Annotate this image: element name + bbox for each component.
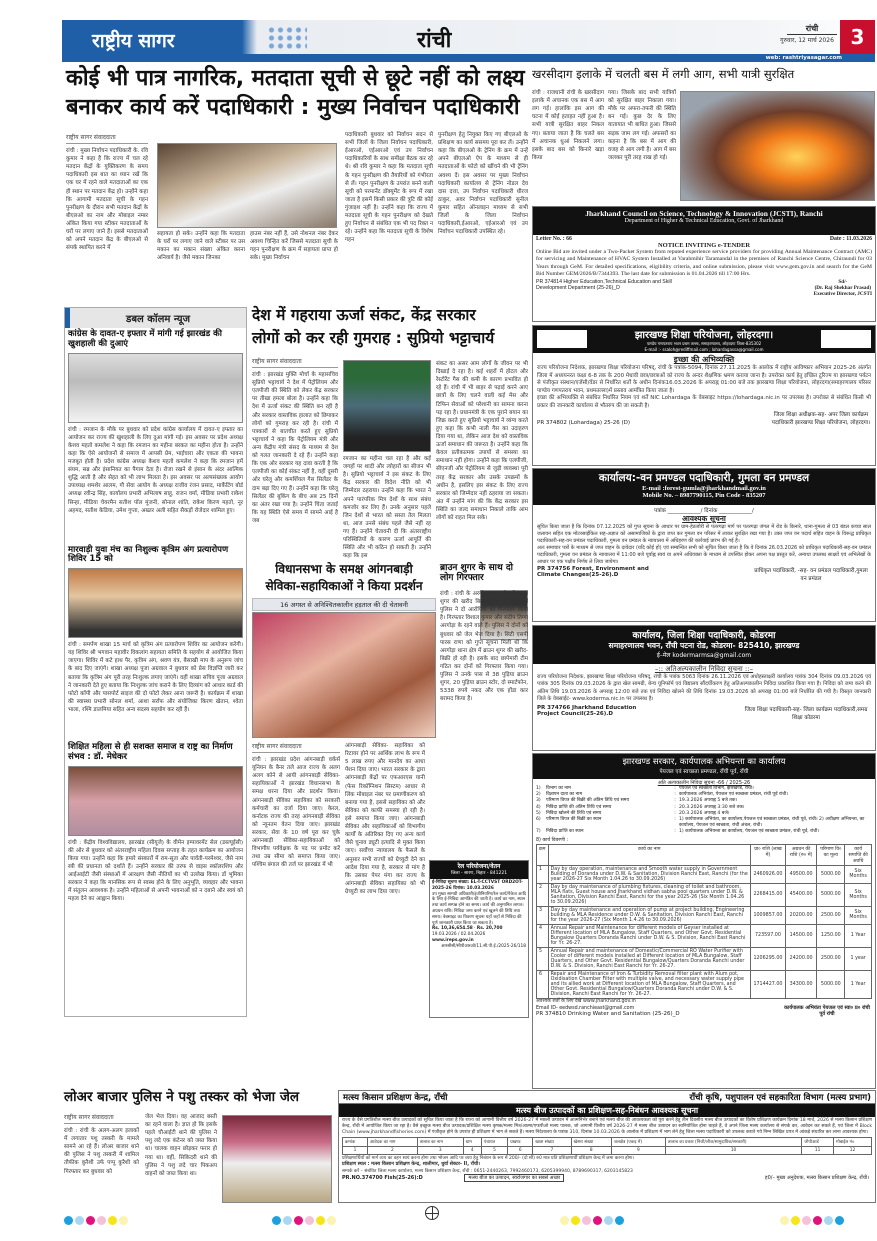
table-cell: 1 Year: [845, 924, 872, 947]
page-number: 3: [840, 20, 875, 54]
issue-date: गुरुवार, 12 मार्च 2026: [780, 37, 834, 44]
table-cell: Annual Repair and maintenance of Domestic/Commercial RO Water Purifier with Cooler of different models installed at Different location of MLA Bungalow, Staff Quarters, and Other Govt. Residential Bungalow/Quarters Doranda Ranchi under D.W. & S. Division, Ranchi East Ranchi for Yr. 26-27.: [548, 947, 750, 970]
rail-body: उप मुख्य सामग्री अधिकारी/इंजीनियरिंग/रेल कार्य/पैकेज आदि के लिए ई-निविदा आमंत्रित की जाती है। कार्य का नाम, स्थान तथा कार्य सम्पन्न होने का समय। कार्य की अनुमानित लागत। अग्रधन राशि। निविदा जमा करने एवं खुलने की तिथि तथा समय। वेबसाइट का विवरण सूचना यहाँ जहाँ से निविदा की पूर्ण जानकारी प्राप्त किया जा सकता है।: [432, 891, 526, 926]
column-header: जीपीआर्ड: [802, 1137, 834, 1146]
field-number: 1): [536, 786, 541, 791]
column-header: पंचायत: [481, 1137, 507, 1146]
fish-sign: ह0/– मुख्य अनुदेशक, मत्स्य किसान प्रशिक्षण केन्द्र, राँची।: [764, 1175, 870, 1182]
lead-column-1: [66, 133, 148, 251]
table-cell: Day by day maintenance of plumbing fixtures, cleaning of toilet and bathroom, MLA flats, Guest house and Jharkhand vidhan sabha pool quarters under D.W. & Sanitation, Division Ranchi East, Ranchi for the year 2025-26 (Six Month 1.04.26 to 30.09.2026): [548, 883, 750, 906]
anganwadi-headline-2: सेविका-सहायिकाओं ने किया प्रदर्शन: [265, 579, 423, 593]
tender-field: [536, 817, 872, 829]
logo-right: [821, 330, 871, 348]
column-header: खाता संख्या: [533, 1137, 571, 1146]
jcsti-title: Jharkhand Council on Science, Technology & Innovation (JCSTI), Ranchi: [585, 209, 823, 218]
fish-form-table: [342, 1137, 872, 1155]
iftar-photo: [68, 353, 243, 423]
field-value: 19.3.2026 अपराह्न 5 बजे तक।: [679, 798, 738, 804]
anganwadi-headline-1: विधानसभा के समक्ष आंगनबाड़ी: [275, 562, 413, 576]
separator: :: [674, 829, 676, 835]
anganwadi-text: रांची : झारखंड प्रदेश आंगनबाड़ी वर्कर्स यूनियन के बैनर तले आज राज्य के अलग अलग कोने से आयी आंगनबाड़ी सेविका-सहायिकाओं ने झारखंड विधानसभा के समक्ष धरना दिया और प्रदर्शन किया। आंगनबाड़ी सेविका सहायिका को सरकारी कर्मचारी का दर्जा दिया जाए। केरल, कर्नाटक राज्य की तरह आंगनबाड़ी सेविका को न्यूनतम वेतन दिया जाए। झारखंड सरकार, सेवा के 10 वर्ष पूरा कर चुके आंगनबाड़ी सेविका-सहायिकाओं को विभागीय पर्यवेक्षक के पद पर प्रमोट करें तथा उम्र सीमा को समाप्त किया जाए। पश्चिम बंगाल की तर्ज पर झारखंड में भी: [252, 757, 340, 869]
table-row: [537, 924, 872, 947]
energy-text: रांची : झारखंड मुक्ति मोर्चा के महासचिव सुप्रियो भट्टाचार्य ने देश में पेट्रोलियम और एलपीजी की स्थिति को लेकर केंद्र सरकार पर तीखा हमला बोला है। उन्होंने कहा कि देश में ऊर्जा संकट की स्थिति बन रही है और सरकार वास्तविक हालात को छिपाकर लोगों को गुमराह कर रही है। रांची में पत्रकारों से बातचीत करते हुए सुप्रियो भट्टाचार्य ने कहा कि पेट्रोलियम मंत्री और अन्य केंद्रीय मंत्री संसद के माध्यम से देश को गलत जानकारी दे रहे हैं। उन्होंने कहा कि एक ओर सरकार यह दावा करती है कि एलपीजी का कोई संकट नहीं है, वहीं दूसरी ओर घरेलू और कमर्शियल गैस सिलेंडर के दाम बढ़ा दिए गए हैं। उन्होंने कहा कि घरेलू सिलेंडर की बुकिंग के बीच अब 25 दिनों का अंतर रखा गया है। उन्होंने चिंता जताई कि यह स्थिति ऐसे समय में सामने आई है जब: [252, 372, 338, 524]
rail-tender-no: ई-निविदा सूचना संख्या: EL-T-CCTVST ORD2OT-2025-26 दिनांक: 10.03.2026: [432, 880, 523, 891]
fish-body: राज्य के वैसे प्रगतिशील मत्स्य बीज उत्पादकों को सूचित किया जाता है कि राज्य को आगामी वित्तीय वर्ष 2026-27 में मछली उत्पादन में आत्मनिर्भर बनाने एवं मत्स्य बीज की आवश्यकता को पूरा करने हेतु तीन दिवसीय मत्स्य बीज उत्पादकों का विशेष प्रशिक्षण कार्यक्रम दिनांक 18 मार्च, 2026 से मत्स्य किसान प्रशिक्षण केन्द्र, राँची में आयोजित किया जा रहा है। वैसे इच्छुक मत्स्य बीज उत्पादक/प्रशिक्षित मत्स्य कृषक/मत्स्य मित्र/आत्मा/एफपीओ मत्स्य पालक, जो आगामी वित्तीय वर्ष 2026-27 में मत्स्य बीज उत्पादन का स्वनियोजित होना चाहते हैं, वे अपने जिला मत्स्य कार्यालय से संपर्क कर, आवेदन कर सकते हैं, एवं जिला में Block Chain (www.jharkhandfisheries.com) में पंजीकृत होने के उपरांत ही प्रशिक्षण में भाग ले सकते हैं। मत्स्य निदेशालय के पत्रांक 310, दिनांक 10.03.2026 के आलोक में प्रशिक्षण में भाग लेने हेतु जिला मत्स्य पदाधिकारी को उपलब्ध कराते गये निम्न लिखित प्रपत्र में आंकड़े संधारित कर लाना आवश्यक होगा।: [342, 1118, 872, 1135]
bus-fire-headline: खरसीदाग इलाके में चलती बस में लगी आग, सभी यात्री सुरक्षित: [532, 67, 795, 81]
table-cell: 1250.00: [817, 924, 845, 947]
field-number: 3): [536, 798, 541, 804]
table-row: [537, 883, 872, 906]
color-registration-dots-right: [560, 1210, 626, 1229]
notice-heading: आवश्यक सूचना: [682, 514, 726, 523]
separator: :: [674, 810, 676, 816]
pr-number: PR 374756 Forest, Environment and Climate Changes(25-26).D: [537, 566, 649, 578]
signatory: कार्यपालक अभियंता पेयजल एवं स्वा० प्र० रांची पूर्व रांची: [784, 1005, 870, 1018]
water-title: झारखण्ड सरकार, कार्यपालक अभियन्ता का कार्यालय: [622, 757, 786, 767]
table-cell: Annual Repair and Maintenance for different models of Geyser installed at Different location of MLA Bungalow, Staff Quarters, and Other Govt. Residential Bungalow Quarters Doranda Ranchi under D.W. & S. Division, Ranchi East Ranchi for Yr. 26-27.: [548, 924, 750, 947]
field-value: 1) कार्यपालक अभियंता, का कार्यालय,पेयजल एवं स्वच्छता प्रमंडल, रांची पूर्व, रांची। 2) अधीक्षण अभियन्ता, का कार्यालय, पेयजल एवं स्वच्छता, रांची अंचल, रांची।: [679, 816, 865, 829]
lead-column-3: हाउस नंबर नहीं हैं, उसे नोशनल नंबर देकर अवश्य चिन्हित करें जिससे मतदाता सूची के गहन पुनरीक्षण के क्रम में सहायता प्राप्त हो सके। मुख्य निर्वाचन: [250, 231, 338, 262]
work-label: 8) कार्य विवरणी :: [536, 837, 569, 843]
table-cell: 5000.00: [817, 970, 845, 998]
column-number: 5: [481, 1146, 507, 1154]
jcsti-dept: Department of Higher & Technical Education, Govt. of Jharkhand: [624, 218, 784, 224]
eoi-body: राज्य परियोजना निदेशक, झारखण्ड शिक्षा परियोजना परिषद्, रांची के पत्रांक-5094, दिनांक 27.11.2025 के आलोक में राष्ट्रीय आविष्कार अभियान 2025-26 अंतर्गत जिला में अध्ययनरत कक्षा 6-8 तक के 200 मेधावी छात्र/छात्राओं को राज्य के अन्दर शैक्षणिक भ्रमण कराया जाना है। उपरोक्त कार्य हेतु इच्छित टूरिज्म या झारखण्ड पर्यटन से पंजीकृत संस्थान/एजेंसी/वेंडर से निर्धारित शर्तों के अधीन दिनांक16.03.2026 के अपराह्न 01:00 बजे तक झारखण्ड शिक्षा परियोजना, लोहरदगा(समाहरणालय परिसर पाण्डेय गणपतराय भवन, प्रथमतल्ला)में प्रस्ताव आमंत्रित किया जाता है।: [537, 365, 871, 394]
women-photo: [68, 766, 243, 836]
table-cell: 6: [537, 970, 549, 998]
bus-fire-column-1: रांची : राजधानी रांची के खरसीदाग इलाके में अचानक एक बस में आग लग गई। हालांकि इस आग की घटना में कोई हताहत नहीं हुआ है। सभी यात्री सुरक्षित बाहर निकल गए। बताया जाता है कि चलते बस में अचानक धुआं निकलने लगा। इसके बाद बस को किनारे खड़ा किया: [532, 90, 604, 161]
table-row: [537, 865, 872, 883]
energy-headline-1: देश में गहराया ऊर्जा संकट, केंद्र सरकार: [252, 306, 476, 324]
bus-fire-column-2: गया। जिसके बाद सभी यात्रियों को सुरक्षित बाहर निकाला गया। मौके पर अफरा-तफरी की स्थिति बन गई। कुछ देर के लिए यातायात भी बाधित हुआ। जिससे सड़क जाम लग गई। अफसरों का कहना है कि बस में आग की वजह से आग लगी है। आग में बस जलकर पूरी तरह राख हो गई।: [608, 90, 676, 161]
signatory: जिला शिक्षा पदाधिकारी-सह- जिला कार्यक्रम पदाधिकारी,समग्र शिक्षा कोडरमा: [744, 707, 868, 722]
pr-number: PR 374814 Higher Education,Technical Education and Skill Development Department (25-26)_D: [536, 278, 672, 291]
designation: Executive Director, JCSTI: [813, 290, 872, 297]
table-cell: 49500.00: [785, 865, 816, 883]
column-header: प्रा० राशि (लाख में): [751, 844, 786, 865]
marwari-text: रांची : समर्पण शाखा 15 मार्च को कृत्रिम अंग प्रत्यारोपण शिविर का आयोजन करेगी। यह शिविर श्री भगवान महावीर विकलांग सहायता समिति के सहयोग से आयोजित किया जाएगा। शिविर में कटे हाथ पैर, कृत्रिम अंग, श्रवण यंत्र, बैसाखी माप के अनुरूप जांच के बाद दिए जाएंगे। शाखा अध्यक्ष पूजा अग्रवाल ने बुधवार को प्रेस विज्ञप्ति जारी कर बताया कि कृत्रिम अंग पूरी तरह निःशुल्क लगाए जाएंगे। वहीं शाखा सचिव पूजा अग्रवाल ने जानकारी देते हुए बताया कि निःशुल्क जांच कराने के लिए दिव्यांग को आधार कार्ड की फोटो कॉपी और पासपोर्ट साइज की दो फोटो लेकर आना जरूरी है। कार्यक्रम में शाखा की स्वास्थ्य प्रभारी सोनल शर्मा, आशा सर्राफ और संयोजिका किरण खेतान, श्वेता भाला, रश्मि डालमिया सहित अन्य सदस्य सहयोग कर रही हैं।: [68, 642, 243, 713]
table-cell: 1 year: [845, 947, 872, 970]
field-number: 7): [536, 829, 541, 835]
pr-number: PR 374810 Drinking Water and Sanitation (25-26)_D: [536, 1011, 680, 1018]
column-header: कार्य का नाम: [548, 844, 750, 865]
women-headline: शिक्षित महिला से ही सशक्त समाज व राष्ट्र का निर्माण संभव : डॉ. मेधेकर: [68, 742, 233, 762]
energy-column-2: रमजान का महीना चल रहा है और कई जगहों पर शादी और त्योहारों का सीजन भी है। सुप्रियो भट्टाचार्य ने इस संकट के लिए केंद्र सरकार की विदेश नीति को भी जिम्मेदार ठहराया। उन्होंने कहा कि भारत ने अपने पारंपरिक मित्र देशों के साथ संबंध कमजोर कर लिए हैं। उनके अनुसार पहले जिन देशों से भारत को सस्ता तेल मिलता था, आज उनसे संबंध पहले जैसे नहीं रह गए हैं। उन्होंने चेतावनी दी कि अंतरराष्ट्रीय परिस्थितियों के कारण ऊर्जा आपूर्ति की स्थिति और भी कठिन हो सकती है। उन्होंने कहा कि इस: [343, 456, 431, 560]
separator: :: [674, 798, 676, 804]
column-header: अग्रधन की राशि (रु० में): [785, 844, 816, 865]
fish-training-ad: [338, 1103, 876, 1203]
water-subtitle: पेयजल एवं स्वच्छता प्रमण्डल, राँची पूर्व, राँची: [659, 769, 749, 775]
column-number: 10: [665, 1146, 801, 1154]
table-cell: 14500.00: [785, 924, 816, 947]
column-header: कार्य समाप्ति की अवधि: [845, 844, 872, 865]
women-text: रांची : केंद्रीय विश्वविद्यालय, झारखंड (सीयूजे) के वीमेन इम्पावरमेंट सेल (डब्ल्यूईसी) की ओर से बुधवार को अंतरराष्ट्रीय महिला दिवस सप्ताह के तहत कार्यक्रम का आयोजन किया गया। उन्होंने कहा कि हमारे संस्कारों में राम-सूता और पार्वती-परमेश्वर, जैसे नाम स्त्री की प्रधानता को दर्शाते हैं। उन्होंने सरकार की तरफ से वाइस स्कॉलरशिप और आईआईटी जैसी संस्थाओं में आरक्षण जैसी नीतियों का भी उल्लेख किया। डॉ भूमिका सरकार ने कहा कि मानसिक रूप से स्वस्थ होने के लिए अनुभूति, व्यवहार और भावना में संतुलन आवश्यक है। उन्होंने महिलाओं से अपनी भावनाओं को न दबाने और स्वयं को महत्व देने का आह्वान किया।: [68, 839, 243, 903]
energy-column-3: संकट का असर आम लोगों के जीवन पर भी दिखाई दे रहा है। कई शहरों में होटल और रेस्टोरेंट गैस की कमी के कारण प्रभावित हो रहे हैं। रांची में भी बाहर से पढ़ाई करने आए छात्रों के लिए चलने वाली कई मेस और टिफिन सेवाओं को परेशानी का सामना करना पड़ रहा है। प्रधानमंत्री के एक पुराने बयान का जिक्र करते हुए सुप्रियो भट्टाचार्य ने व्यंग्य करते हुए कहा कि कभी नाली गैस का उदाहरण दिया गया था, लेकिन आज देश को वास्तविक ऊर्जा समाधान की जरूरत है। उन्होंने कहा कि केवल प्रतीकात्मक उपायों से समस्या का समाधान नहीं होगा। उन्होंने कहा कि एलपीजी, सीएनजी और पेट्रोलियम से जुड़ी व्यवस्था पूरी तरह केंद्र सरकार और उसके उपक्रमों के अधीन है, इसलिए इस संकट के लिए राज्य सरकार को जिम्मेदार नहीं ठहराया जा सकता। अंत में उन्होंने मांग की कि केंद्र सरकार इस स्थिति का जल्द समाधान निकाले ताकि आम लोगों को राहत मिल सके।: [436, 361, 528, 522]
field-value: 1) कार्यपालक अभियन्ता का कार्यालय, पेयजल एवं स्वच्छता प्रमंडल, रांची पूर्व, रांची।: [679, 829, 820, 835]
byline: राष्ट्रीय सागर संवाददाता: [252, 357, 338, 368]
table-cell: 4: [537, 924, 549, 947]
fish-venue: प्रशिक्षण स्थल : मत्स्य किसान प्रशिक्षण केन्द्र, शालीमार, धुर्वा सेक्टर- II, राँची।: [342, 1162, 481, 1168]
water-fields: [536, 786, 872, 836]
table-cell: Day by day operation, maintenance and Smooth water supply in Government Building of Doranda under D.W. & Sanitation, Division Ranchi East, Ranchi (for the year 2026-27 Six Month 1.04.26 to 30.09.2026): [548, 865, 750, 883]
byline: राष्ट्रीय सागर संवाददाता: [252, 742, 340, 753]
column-number: 6: [508, 1146, 533, 1154]
energy-headline-2: लोगों को कर रही गुमराह : सुप्रियो भट्टाचार्य: [252, 329, 495, 347]
column-header: तालाब का नाम: [417, 1137, 463, 1146]
table-cell: 2500.00: [817, 906, 845, 924]
anganwadi-column-1: [252, 742, 340, 1018]
separator: :: [674, 816, 676, 822]
field-number: 2): [536, 792, 541, 798]
field-number: 4): [536, 804, 541, 810]
police-photo: [222, 1115, 332, 1203]
fish-heading: मत्स्य बीज उत्पादकों का प्रशिक्षण-सह-निबंधन आवश्यक सूचना: [339, 1104, 875, 1117]
rail-subtitle: जिला - सारण, बिहार - 841221: [450, 871, 508, 876]
table-cell: 1 Year: [845, 970, 872, 998]
field-label: परिमाण विपत्र की बिक्री की अंतिम तिथि एवं समय: [546, 798, 630, 804]
lead-column-5: पुनरीक्षण हेतु नियुक्त किए गए बीएलओ के प्रशिक्षण का कार्य ससमय पूरा कर लें। उन्होंने कहा कि बीएलओ के ट्रेनिंग के क्रम में उन्हें अपने बीएलओ ऐप के माध्यम से ही मतदाताओं के फोटो को खींचने की भी ट्रेनिंग अवश्य दें। इस अवसर पर मुख्य निर्वाचन पदाधिकारी कार्यालय से ट्रेनिंग नोडल देव दास दत्ता, उप निर्वाचन पदाधिकारी धीरज ठाकुर, अवर निर्वाचन पदाधिकारी सुनील कुमार सहित ऑनलाइन माध्यम से सभी जिलों के जिला निर्वाचन पदाधिकारी,ईआरओ, एईआरओ एवं उप निर्वाचन पदाधिकारी उपस्थित रहे।: [438, 132, 528, 236]
column-header: मोबाईल नं०: [834, 1137, 872, 1146]
anganwadi-column-2: आंगनबाड़ी सेविका- सहायिका को रिटायर होने पर आर्थिक लाभ के रूप में 5 लाख रुपए और मानदेय का आधा पेंशन दिया जाए। भारत सरकार के द्वारा आंगनबाड़ी केंद्रों पर एफआरएस यानी (फेस रिकॉग्निशन सिस्टम) आधार से लिंक मोबाइल नंबर पर प्रमाणीकरण को बनाया गया है, इससे सहायिका को और सेविका को काफी समस्या हो रही है। इसे समाप्त किया जाए। आंगनबाड़ी सेविका और सहायिकाओं को विभागीय कार्यों के अतिरिक्त दिए गए अन्य कार्य जैसे चुनाव ड्यूटी इत्यादि से मुक्त किया जाए। सर्वोच्च न्यायालय के फैसले के अनुसार सभी राज्यों को ग्रेच्युटी देने का आदेश दिया गया है, सरकार से मांग है कि उसका पेपर मंगा कर राज्य के आंगनबाड़ी सेविका सहायिका को भी ग्रेच्युटी का लाभ दिया जाए।: [345, 743, 425, 895]
color-registration-dots-left: [64, 1210, 130, 1229]
table-cell: Six Months: [845, 906, 872, 924]
letter-date: Date : 11.03.2026: [829, 236, 872, 242]
rail-title: रेल परियोजना/वेतन: [457, 863, 501, 870]
table-cell: 34300.00: [785, 970, 816, 998]
water-footer-1: अवश्यक शर्तों के लिए देखें www.jharkhand.gov.in: [536, 998, 636, 1004]
field-label: विज्ञापन दाता का नाम: [546, 792, 583, 798]
brown-sugar-text: रांची : रांची के अरगोड़ा थाना क्षेत्र में ब्राउन शुगर की खरीद बिक्री करने के आरोप में पुलिस ने दो आरोपियों को गिरफ्तार किया है। गिरफ्तार विशाल कुमार और संदीप तिग्गा अरगोड़ा के रहने वाले हैं। पुलिस ने दोनों को बुधवार को जेल भेज दिया है। सिटी एसपी पारस राणा को गुप्त सूचना मिली थी कि अरगोड़ा थाना क्षेत्र में ब्राउन शुगर की खरीद-बिक्री हो रही है। इसके बाद छापेमारी टीम गठित कर दोनों को गिरफ्तार किया गया। पुलिस ने उनके पास से 38 पुड़िया ब्राउन शुगर, 20 पुड़िया ब्राउन स्टोर, दो स्मार्टफोन, 5338 रुपये नकद और एक होंडा कार बरामद किया है।: [440, 591, 528, 703]
table-cell: 723597.00: [751, 924, 786, 947]
fish-dept-banner: राँची कृषि, पशुपालन एवं सहकारिता विभाग (मत्स्य प्रभाग): [689, 1093, 871, 1103]
separator: :: [674, 786, 676, 791]
letter-number: Letter No. : 66: [536, 236, 572, 242]
drinking-water-tender-ad: [532, 753, 876, 1089]
field-number: 6): [536, 816, 541, 822]
tender-heading: –:: अतिअल्पकालीन निविदा सूचना ::–: [654, 665, 754, 673]
lohardaga-email: E-mail :- ssaloh@rediffmail.com ; lohardagassa@gmail.com: [644, 347, 764, 352]
column-header: ग्राम: [463, 1137, 481, 1146]
koderma-email: ई–मेल kodermarmsa@gmail.com: [656, 652, 752, 659]
table-row: [537, 947, 872, 970]
column-number: 7: [533, 1146, 571, 1154]
lead-headline-2: बनाकर कार्य करें पदाधिकारी : मुख्य निर्वाचन पदाधिकारी: [66, 95, 520, 120]
lower-bazar-column-1: [64, 1113, 139, 1205]
color-registration-dots-center: [272, 1210, 338, 1229]
rail-dates: 19.03.2026 / 02.04.2026: [432, 932, 486, 938]
column-number: 4: [463, 1146, 481, 1154]
signatory: (Dr. Raj Shekhar Prasad): [814, 284, 872, 291]
protest-photo: [252, 612, 436, 738]
water-notice: अति अल्पकालीन निविदा सूचना -66 / 2025-26: [657, 780, 751, 786]
column-number: 2: [367, 1146, 417, 1154]
column-header: तालाब का प्रकार (निजी/लीज/सामुदायिक/सरकारी): [665, 1137, 801, 1146]
lead-column-4: पदाधिकारी बुधवार को निर्वाचन सदन से सभी जिलों के जिला निर्वाचन पदाधिकारी, ईआरओ, एईआरओ एवं उप निर्वाचन पदाधिकारियों के साथ समीक्षा बैठक कर रहे थे। श्री रवि कुमार ने कहा कि मतदाता सूची के गहन पुनरीक्षण की तैयारियों को गंभीरता से लें। गहन पुनरीक्षण के उपरांत बनने वाली सूची को परमानेंट डॉक्यूमेंट के रूप में रखा जाता है इसमें किसी प्रकार की त्रुटि की कोई गुंजाइश नहीं है। उन्होंने कहा कि राज्य में मतदाता सूची के गहन पुनरीक्षण को देखते हुए निर्वाचन से संबंधित एक भी पद रिक्त न रहे। उन्होंने कहा कि मतदाता सूची के विशेष गहन: [345, 132, 433, 244]
bus-fire-photo: [680, 91, 875, 201]
column-number: 9: [611, 1146, 665, 1154]
logo-left: [537, 330, 587, 348]
rail-amount: Rs. 10,36,654.58: [432, 926, 473, 932]
table-row: [537, 906, 872, 924]
crosshair-mark: [425, 1206, 439, 1220]
table-cell: 1: [537, 865, 549, 883]
koderma-education-ad: [532, 625, 876, 751]
lohardaga-address: पाण्डेय गणपतराय भवन प्रथम तल्ला, समाहरणालय, लोहरदगा जिला-835302: [646, 341, 762, 346]
column-number: 11: [802, 1146, 834, 1154]
pr-number: PR 374766 Jharkhand Education Project Council(25-26).D: [537, 705, 637, 718]
lohardaga-title: झारखण्ड शिक्षा परियोजना, लोहरदगा।: [634, 330, 774, 341]
water-header: [533, 754, 875, 779]
jcsti-ad-header: [533, 207, 875, 235]
table-cell: 45400.00: [785, 883, 816, 906]
work-table: [536, 844, 872, 999]
field-label: निविदा प्राप्ति का स्थान: [546, 829, 584, 835]
byline: राष्ट्रीय सागर संवाददाता: [64, 1113, 139, 1124]
double-column-label: डबल कॉलम न्यूज: [65, 308, 246, 328]
column-header: परिमाण वि० का मूल्य: [817, 844, 845, 865]
rail-tender-ad: रेल परियोजना/वेतन जिला - सारण, बिहार - 841221 ई-निविदा सूचना संख्या: EL-T-CCTVST ORD2OT-2025-26 दिनांक: 10.03.2026 उप मुख्य सामग्री अधिकारी/इंजीनियरिंग/रेल कार्य/पैकेज आदि के लिए ई-निविदा आमंत्रित की जाती है। कार्य का नाम, स्थान तथा कार्य सम्पन्न होने का समय। कार्य की अनुमानित लागत। अग्रधन राशि। निविदा जमा करने एवं खुलने की तिथि तथा समय। वेबसाइट का विवरण सूचना यहाँ जहाँ से निविदा की पूर्ण जानकारी प्राप्त किया जा सकता है। Rs. 10,36,654.58 · Rs. 20,700 19.03.2026 / 02.04.2026 www.ireps.gov.in आरसीसी/सीपीआरओ/11.सी.पी.ई./2025-26/118: [429, 860, 529, 1018]
table-row: [537, 970, 872, 998]
field-label: निविदा खोलने की तिथि एवं समय: [546, 810, 602, 816]
table-cell: Six Months: [845, 865, 872, 883]
anganwadi-subhead: 16 अगस्त से अनिश्चितकालीन हड़ताल की दी चेतावनी: [252, 598, 436, 611]
notice-title: NOTICE INVITING e-TENDER: [657, 242, 751, 249]
field-value: पेयजल एवं स्वच्छता विभाग, झारखण्ड, रांची।: [679, 786, 754, 791]
decor-dots: [267, 26, 307, 50]
fish-slogan: मत्स्य बीज का उत्पादन, स्वरोजगार का सबसे अच्छा: [464, 1174, 564, 1182]
table-cell: 20200.00: [785, 906, 816, 924]
lead-headline-1: कोई भी पात्र नागरिक, मतदाता सूची से छूटे नहीं को लक्ष्य: [66, 66, 525, 91]
supriyo-photo: [343, 360, 431, 452]
rail-emd: Rs. 20,700: [476, 926, 503, 932]
rail-website[interactable]: www.ireps.gov.in: [432, 937, 474, 943]
column-number: 3: [417, 1146, 463, 1154]
ref-line: पत्रांक ____________/ दिनांक ____________/: [654, 508, 754, 514]
marwari-headline: मारवाड़ी युवा मंच का निशुल्क कृत्रिम अंग प्रत्यारोपण शिविर 15 को: [68, 544, 229, 565]
sd: Sd/-: [838, 278, 848, 285]
color-registration-dots-far-right: [780, 1210, 846, 1229]
table-cell: 2460926.00: [751, 865, 786, 883]
gumla-email: E-mail :forest-gumla@jharkhandmail.gov.in: [642, 485, 766, 492]
field-value: 20.3.2026 अपराह्न 3:30 बजे तक।: [679, 804, 745, 810]
field-label: परिमाण विपत्र की बिक्री का स्थान: [546, 816, 602, 822]
lower-bazar-text: रांची : रांची के अलग-अलग इलाकों में लगातार पशु तस्करी के मामले सामने आ रहे हैं। लोअर बाजार थाने की पुलिस ने पशु तस्करी में शामिल तौफीक कुरैशी उर्फ पप्पू कुरैशी को गिरफ्तार कर बुधवार को: [64, 1128, 139, 1175]
lead-photo-meeting: [157, 143, 337, 228]
fish-pr: PR.NO.374700 Fish(25-26):D: [342, 1175, 423, 1182]
table-cell: 5000.00: [817, 865, 845, 883]
column-header: क्रम: [537, 844, 549, 865]
column-header: जलक्षेत्र (एकड़ में): [611, 1137, 665, 1146]
separator: :: [674, 804, 676, 810]
eoi-heading: इच्छा की अभिव्यक्ति: [673, 355, 735, 364]
notice-body: सूचित किया जाता है कि दिनांक 07.12.2025 को गुप्त सूचना के आधार पर ग्राम-हेठजोरी से पतरगढ़ा मार्ग पर पतरगढ़ा जंगल में रोड के किनारे, थाना-गुमला से 03 बंडल कच्चा साल जलावन सहित एक मोटरसाईकिल सह-अज्ञात को असामाजिकों के द्वारा जप्त कर गुमला वन परिसर में लाकर सुरक्षित रखा गया है। उक्त जप्त वन पदार्थ सहित वाहन के विरूद्ध प्राधिकृत पदाधिकारी-सह-वन प्रमंडल पदाधिकारी, गुमला वन प्रमंडल के न्यायालय में अधिहरण की कार्रवाई प्रारंभ की गई है।: [537, 524, 871, 544]
signatory: प्राधिकृत पदाधिकारी, -सह- वन प्रमंडल पदाधिकारी,गुमला वन प्रमंडल: [754, 568, 868, 582]
iftar-text: रांची : रमजान के मौके पर बुधवार को प्रदेश कांग्रेस कार्यालय में दावत-ए इफ्तार का आयोजन कर राज्य की खुशहाली के लिए दुआ मांगी गई। इस अवसर पर प्रदेश अध्यक्ष केशव महतो कमलेश ने कहा कि रमजान का महीना बरकत का महीना होता है। उन्होंने कहा कि ऐसे आयोजनों से समाज में आपसी प्रेम, भाईचारा और एकता की भावना मजबूत होती है। प्रदेश कांग्रेस अध्यक्ष केशव महतो कमलेश ने कहा कि रमजान हमें संयम, सब्र और इंसानियत का पैगाम देता है। रोजा रखने से इंसान के अंदर आत्मिक शुद्धि आती है और सेहत को भी लाभ मिलता है। इस अवसर पर अल्पसंख्यक आयोग उपाध्यक्ष शमशेर आलम, गौ सेवा आयोग के अध्यक्ष राजीव रंजन प्रसाद, मार्केटिंग बोर्ड अध्यक्ष रवीन्द्र सिंह, कार्यालय प्रभारी अभिलाष साहू, राजन वर्मा, मीडिया प्रभारी राकेश सिन्हा, मीडिया चेयरमैन सतीश पॉल मुंजनी, सोनाल शांति, राकेश किरण महतो, नूर अहमद, सतीश केडिया, उमेश गुप्ता, अख्तर अली सहित सैकड़ों रोजेदार शामिल हुए।: [68, 426, 243, 514]
koderma-title: कार्यालय, जिला शिक्षा पदाधिकारी, कोडरमा: [632, 631, 776, 641]
pr-number: PR 374802 (Lohardaga) 25-26 (D): [537, 420, 631, 427]
notice-body: Online Bid are invited under a Two-Packet System from reputed experience service providers for providing Annual Maintenance Contract (AMC) for servicing and Maintenance of HVAC System Installed at Varahmihir Taramandal in the premises of Ranchi Science Centre, Chiraundi for 03 Years through GeM. For detailed specifications, eligibility criteria, and online submission, please visit www.gem.gov.in and search for the GeM Bid Number GEM/2026/B/7344393. The last date for submission is 01.04.2026 till 17:00 Hrs.: [536, 249, 872, 278]
column-number: 8: [571, 1146, 611, 1154]
rail-header: [430, 861, 528, 879]
field-label: निविदा प्राप्ति की अंतिम तिथि एवं समय: [546, 804, 612, 810]
byline: राष्ट्रीय सागर संवाददाता: [66, 133, 148, 144]
field-number: 5): [536, 810, 541, 816]
lohardaga-education-ad: [532, 325, 876, 466]
table-cell: 5000.00: [817, 883, 845, 906]
lead-column-2: सहायता हो सके। उन्होंने कहा कि मतदाता के घरों पर लगाए जाने वाले स्टीकर पर उस मकान का मकान संख्या अंकित करना अनिवार्य है। जैसे मकान जिनका: [157, 231, 245, 262]
table-cell: 2268415.00: [751, 883, 786, 906]
table-cell: Repair and Maintenance of Iron & Turbidity Removal filter plant with Alum pot, Oxidisation Chamber Filter with multiple valve, and necessary water supply pipe and its allied work at Different location of MLA Bungalow, Staff Quarters, and Other Govt. Residential Bungalow/Quarters Doranda Ranchi under D.W. & S. Division, Ranchi East Ranchi for Yr. 26-27.: [548, 970, 750, 998]
field-label: विभाग का नाम: [546, 786, 571, 791]
gumla-forest-ad: [532, 468, 876, 622]
table-cell: Day by day maintenance and operation of pump at project building, Engineering building & MLA Residence under D.W. & Sanitation, Division Ranchi East, Ranchi for the year 2026-27 (Six Month 1.4.26 to 30.09.2026): [548, 906, 750, 924]
iftar-headline: कांग्रेस के दावत-ए इफ्तार में मांगी गई झारखंड की खुशहाली की दुआएं: [68, 329, 222, 349]
water-email: Email ID- eedwsd.ranchieast@gmail.com: [536, 1006, 635, 1012]
table-cell: 24200.00: [785, 947, 816, 970]
column-header: क्रमांक: [343, 1137, 368, 1146]
column-header: प्रखण्ड: [508, 1137, 533, 1146]
tender-field: [536, 829, 872, 835]
table-cell: 2500.00: [817, 947, 845, 970]
lohardaga-header: [533, 326, 875, 353]
lower-bazar-headline: लोअर बाजार पुलिस ने पशु तस्कर को भेजा जेल: [64, 1089, 299, 1105]
fish-note: प्रशिक्षणार्थियों को मार्ग व्यय का वहन स्वयं करना होगा तथा भोजन आदि पर व्यय हेतु निबंधन के रूप में 200/- (दो सौ) रु0 मात्र प्रति प्रशिक्षणार्थी प्रशिक्षण केन्द्र में जमा करना होगा।: [342, 1155, 635, 1161]
double-column-section: [64, 307, 247, 1017]
table-cell: 2: [537, 883, 549, 906]
website: web: rashtriyasagar.com: [765, 55, 842, 61]
separator: :: [674, 792, 676, 798]
section-city: रांची: [417, 28, 452, 53]
fish-banner: [338, 1090, 876, 1104]
koderma-address: समाहरणालय भवन, राँची पटना रोड, कोडरमा- 825410, झारखण्ड: [608, 641, 800, 650]
jcsti-tender-ad: [532, 206, 876, 322]
tender-body: राज्य परियोजना निदेशक, झारखण्ड शिक्षा परियोजना परिषद्, रांची के पत्रांक 5063 दिनांक 26.11.2026 एवं अधोहस्ताक्षरी कार्यालय पत्रांक 304 दिनांक 09.03.2026 एवं पत्रांक 305 दिनांक 09.03.2026 के द्वारा खेल सामग्री, बेन्च यूनिफॉर्म एवं विद्यालय सौंदर्यीकरण हेतु अतिअल्पकालीन निविदा प्रकाशित किया गया है। निविदा को जमा करने की अंतिम तिथि 19.03.2026 के अपराह्न 12:00 बजे तक एवं निविदा खोलने की तिथि दिनांक 19.03.2026 को अपराह्न 01:00 बजे निर्धारित की गयी है। विस्तृत जानकारी जिले के वेबसाईट- www.koderma.nic.in पर उपलब्ध है।: [537, 674, 871, 702]
field-value: कार्यपालक अभियंता, पेयजल एवं स्वच्छता प्रमंडल, रांची पूर्व रांची।: [679, 792, 788, 798]
gumla-mobile: Mobile No. – 8987790115, Pin Code - 835207: [642, 492, 766, 499]
column-number: 12: [834, 1146, 872, 1154]
energy-column-1: [252, 357, 338, 557]
masthead-logo: राष्ट्रीय सागर: [92, 30, 175, 52]
field-value: 20.3.2026 अपराह्न 4 बजे।: [679, 810, 730, 816]
fish-center: मत्स्य किसान प्रशिक्षण केन्द्र, राँची: [343, 1093, 448, 1103]
lead-text: रांची : मुख्य निर्वाचन पदाधिकारी के. रवि कुमार ने कहा है कि राज्य में चल रहे मतदान केंद्रों के युक्तिकरण के समय पदाधिकारी इस बात का ध्यान रखें कि एक घर में रहने वाले मतदाताओं का एक ही स्थान पर मतदान केंद्र हो। उन्होंने कहा कि आगामी मतदाता सूची के गहन पुनरीक्षण के दौरान सभी मतदान केंद्रों के बीएलओ का नाम और मोबाइल नम्बर अंकित किया गया स्टीकर मतदाताओं के घरों पर लगाए जाने हैं। इससे मतदाताओं को अपने मतदान केंद्र के बीएलओ से संपर्क स्थापित करने में: [66, 148, 148, 252]
table-cell: 1206295.00: [751, 947, 786, 970]
masthead-bar: [62, 20, 875, 62]
signatory: जिला शिक्षा अधीक्षक-सह- अपर जिला कार्यक्रम पदाधिकारी झारखण्ड शिक्षा परियोजना, लोहरदगा।: [771, 412, 871, 427]
gumla-header: [533, 469, 875, 505]
column-header: खेसरा संख्या: [571, 1137, 611, 1146]
table-cell: 1714427.00: [751, 970, 786, 998]
table-cell: 1009857.00: [751, 906, 786, 924]
table-cell: 3: [537, 906, 549, 924]
gumla-title: कार्यालय:-वन प्रमण्डल पदाधिकारी, गुमला वन प्रमण्डल: [598, 472, 810, 484]
koderma-header: [533, 626, 875, 664]
table-cell: Six Months: [845, 883, 872, 906]
table-cell: 5: [537, 947, 549, 970]
column-header: आवेदक का नाम: [367, 1137, 417, 1146]
rail-footer: आरसीसी/सीपीआरओ/11.सी.पी.ई./2025-26/118: [441, 943, 526, 949]
eoi-body-2: इच्छा की अभिव्यक्ति से संबंधित निर्धारित नियम एवं शर्तें NIC Lohardaga के वेबसाइट https://lohardaga.nic.in पर उपलब्ध है। उपरोक्त से संबंधित किसी भी प्रकार की जानकारी कार्यालय से भौतरुप की जा सकती है।: [537, 395, 871, 409]
column-number: 1: [343, 1146, 368, 1154]
date-city: रांची: [787, 23, 837, 35]
marwari-photo: [68, 568, 243, 638]
notice-body-2: अतः समाचार पत्रों के माध्यम से जप्त वाहन के दावेदार (यदि कोई हो) एवं सम्बन्धित सभी को सूचित किया जाता है कि वे दिनांक 26.03.2026 को प्राधिकृत पदाधिकारी-सह-वन प्रमंडल पदाधिकारी, गुमला वन प्रमंडल के न्यायालय में 11:00 बजे पूर्वाह्न स्वयं या अपने अधिवक्ता के माध्यम से उपस्थित होकर अपना पक्ष प्रस्तुत करें, अन्यथा उपलब्ध साक्ष्यों एवं अभिलेखों के आधार पर एक पक्षीय निर्णय ले लिया जायेगा।: [537, 545, 871, 565]
lower-bazar-column-2: जेल भेज दिया। वह आजाद बस्ती का रहने वाला है। ज्ञात हो कि इसके पहले चौआईटी थाने की पुलिस ने पशु लदे एक कंटेनर को जब्त किया था। चालक वाहन छोड़कर फरार हो गया था। वहीं, सिकिदरी थाने की पुलिस ने पशु लदे चार पिकअप वाहनों को जब्त किया था।: [145, 1114, 217, 1177]
brown-sugar-headline: ब्राउन शुगर के साथ दो लोग गिरफ्तार: [440, 563, 513, 584]
fish-contact: सम्पर्क करें – संबंधित जिला मत्स्य कार्यालय, मत्स्य किसान प्रशिक्षण केन्द्र, राँची : 0651-2440263, 7992460173, 6205399940, 8789690317, 6203145823: [342, 1168, 633, 1174]
